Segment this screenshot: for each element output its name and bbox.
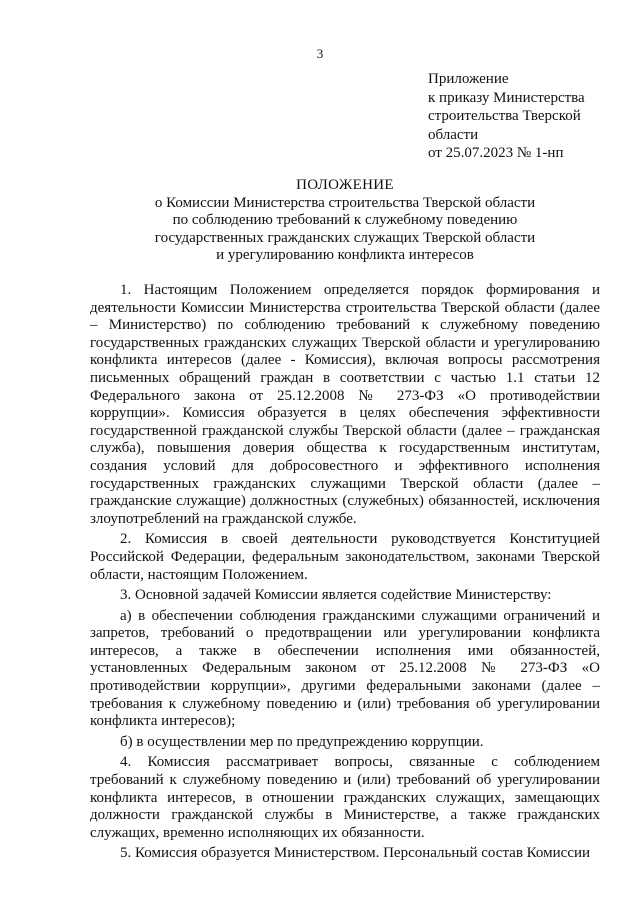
- paragraph-3a: а) в обеспечении соблюдения гражданскими служащими ограничений и запретов, требований о предотвращении или урегулировании конфликта интересов, а также в обеспечении исполнения ими обязанностей, установленных Федеральным законом от 25.12.2008 № 273-ФЗ «О противодействии коррупции», другими федеральными законами (далее – требования к служебному поведению и (или) требования об урегулировании конфликта интересов);: [90, 607, 600, 730]
- document-body: [90, 282, 600, 863]
- appendix-date-number: от 25.07.2023 № 1-нп: [428, 145, 564, 161]
- page-number: 3: [316, 46, 324, 61]
- title-heading: ПОЛОЖЕНИЕ: [296, 177, 394, 193]
- appendix-header: [428, 70, 585, 163]
- appendix-line: к приказу Министерства: [428, 89, 585, 106]
- paragraph-3b: б) в осуществлении мер по предупреждению коррупции.: [120, 733, 484, 750]
- title-line: и урегулированию конфликта интересов: [216, 247, 474, 263]
- document-title: [60, 177, 630, 265]
- appendix-line: строительства Тверской: [428, 108, 581, 124]
- paragraph-1: 1. Настоящим Положением определяется порядок формирования и деятельности Комиссии Министерства строительства Тверской области (далее – Министерство) по соблюдению требований к служебному поведению государственных гражданских служащих Тверской области и урегулированию конфликта интересов (далее - Комиссия), включая вопросы рассмотрения письменных обращений граждан в соответствии с частью 1.1 статьи 12 Федерального закона от 25.12.2008 № 273-ФЗ «О противодействии коррупции». Комиссия образуется в целях обеспечения эффективности государственной гражданской службы Тверской области (далее – гражданская служба), повышения доверия общества к государственным институтам, создания условий для добросовестного и эффективного исполнения государственных гражданских служащими Тверской области (далее – гражданские служащие) должностных (служебных) обязанностей, исключения злоупотреблений на гражданской службе.: [90, 282, 600, 527]
- appendix-line: области: [428, 126, 479, 143]
- paragraph-4: 4. Комиссия рассматривает вопросы, связанные с соблюдением требований к служебному поведению и (или) требований об урегулировании конфликта интересов, в отношении гражданских служащих, замещающих должности гражданской службы в Министерстве, а также гражданских служащих, временно исполняющих их обязанности.: [90, 754, 600, 841]
- paragraph-5: 5. Комиссия образуется Министерством. Персональный состав Комиссии: [120, 845, 591, 862]
- title-line: по соблюдению требований к служебному поведению: [172, 212, 518, 228]
- paragraph-2: 2. Комиссия в своей деятельности руководствуется Конституцией Российской Федерации, федеральным законодательством, законами Тверской области, настоящим Положением.: [90, 531, 600, 583]
- title-line: о Комиссии Министерства строительства Тверской области: [154, 194, 536, 211]
- title-line: государственных гражданских служащих Тверской области: [154, 229, 536, 246]
- appendix-line: Приложение: [428, 71, 509, 87]
- paragraph-3: 3. Основной задачей Комиссии является содействие Министерству:: [120, 587, 552, 604]
